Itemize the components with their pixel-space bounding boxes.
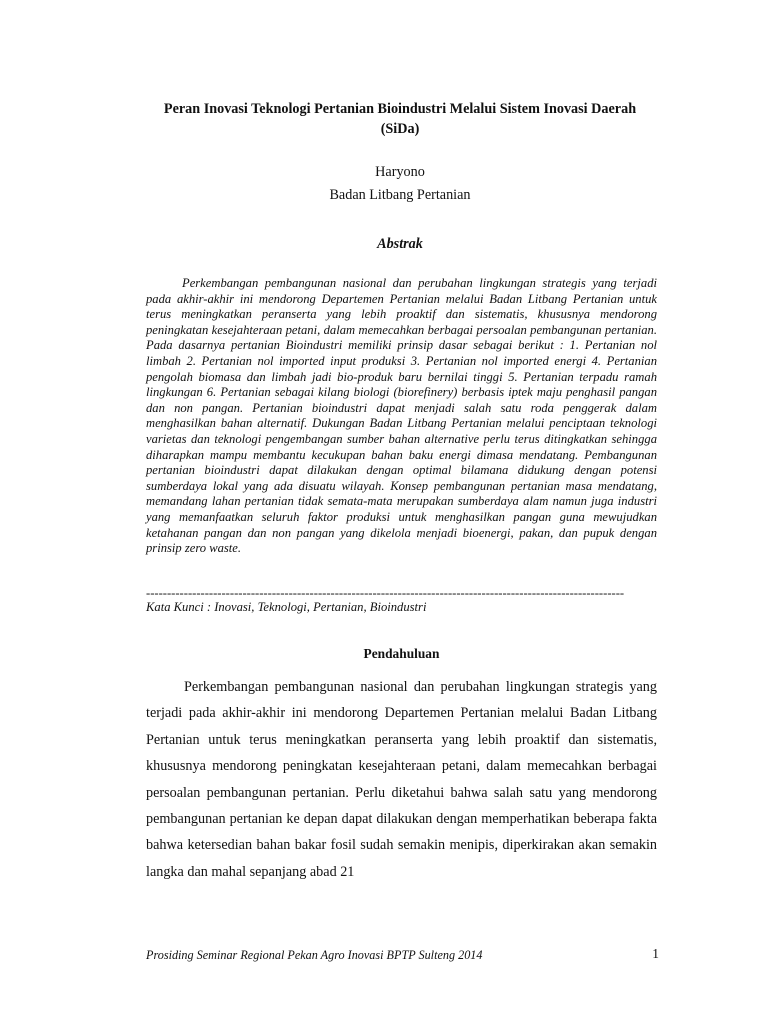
- author-name: Haryono: [375, 164, 425, 180]
- keywords: Kata Kunci : Inovasi, Teknologi, Pertanian, Bioindustri: [146, 600, 427, 614]
- paper-title: Peran Inovasi Teknologi Pertanian Bioindustri Melalui Sistem Inovasi Daerah (SiDa): [163, 101, 637, 137]
- section-heading: Pendahuluan: [363, 646, 440, 661]
- abstract-heading: Abstrak: [377, 236, 423, 252]
- footer-proceedings: Prosiding Seminar Regional Pekan Agro Inovasi BPTP Sulteng 2014: [146, 948, 483, 962]
- dashed-separator: ------------------------------------------------------------------------------------------------------------------: [146, 586, 625, 600]
- author-affiliation: Badan Litbang Pertanian: [329, 187, 471, 203]
- abstract-text: Perkembangan pembangunan nasional dan perubahan lingkungan strategis yang terjadi pada akhir-akhir ini mendorong Departemen Pertanian melalui Badan Litbang Pertanian untuk terus meningkatkan peranserta yang lebih proaktif dan sistematis, khususnya mendorong peningkatan kesejahteraan petani, dalam memecahkan berbagai persoalan pembangunan pertanian. Pada dasarnya pertanian Bioindustri memiliki prinsip dasar sebagai berikut : 1. Pertanian nol limbah 2. Pertanian nol imported input produksi 3. Pertanian nol imported energi 4. Pertanian pengolah biomasa dan limbah jadi bio-produk baru bernilai tinggi 5. Pertanian terpadu ramah lingkungan 6. Pertanian sebagai kilang biologi (biorefinery) berbasis iptek maju penghasil pangan dan non pangan. Pertanian bioindustri dapat menjadi salah satu roda penggerak dalam menghasilkan bahan alternatif. Dukungan Badan Litbang Pertanian melalui penciptaan teknologi varietas dan teknologi pengembangan sumber bahan alternative perlu terus ditingkatkan sehingga diharapkan mampu membantu kecukupan bahan baku energi dimasa mendatang. Pembangunan pertanian bioindustri dapat dilakukan dengan optimal bilamana didukung dengan potensi sumberdaya lokal yang ada disuatu wilayah. Konsep pembangunan pertanian masa mendatang, memandang lahan pertanian tidak semata-mata merupakan sumberdaya alam namun juga industri yang memanfaatkan seluruh faktor produksi untuk menghasilkan pangan guna mewujudkan ketahanan pangan dan non pangan yang dikelola menjadi bioenergi, pakan, dan pupuk dengan prinsip zero waste.: [146, 276, 657, 556]
- page-number: 1: [652, 946, 659, 961]
- body-paragraph: Perkembangan pembangunan nasional dan perubahan lingkungan strategis yang terjadi pada akhir-akhir ini mendorong Departemen Pertanian melalui Badan Litbang Pertanian untuk terus meningkatkan peranserta yang lebih proaktif dan sistematis, khususnya mendorong peningkatan kesejahteraan petani, dalam memecahkan berbagai persoalan pembangunan pertanian. Perlu diketahui bahwa salah satu yang mendorong pembangunan pertanian ke depan dapat dilakukan dengan memperhatikan beberapa fakta bahwa ketersedian bahan bakar fosil sudah semakin menipis, diperkirakan akan semakin langka dan mahal sepanjang abad 21: [146, 679, 657, 880]
